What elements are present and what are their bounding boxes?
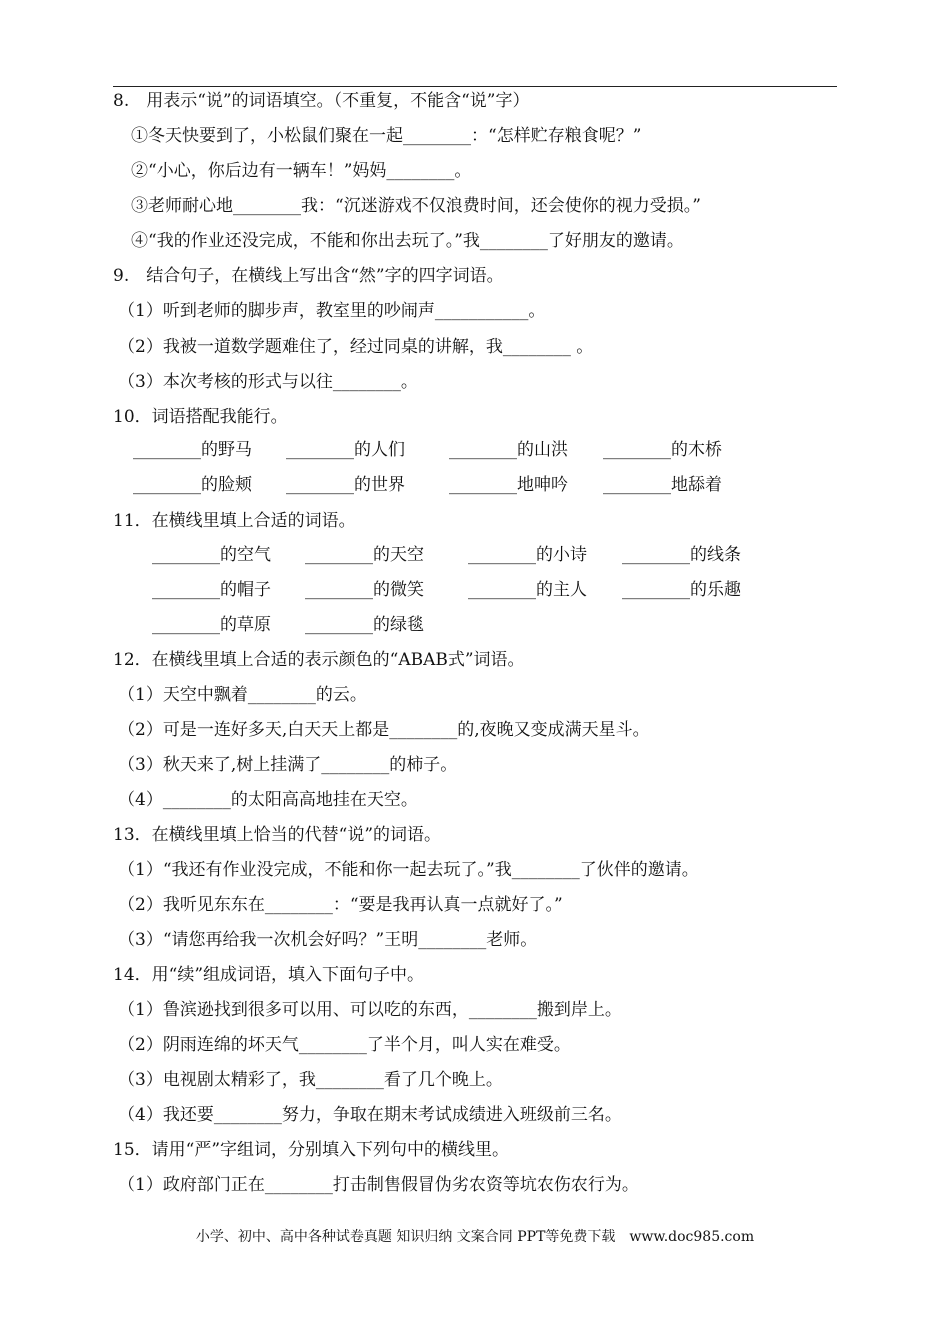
q11-heading: 11．在横线里填上合适的词语。 — [113, 511, 356, 531]
q8-heading: 8. 用表示“说”的词语填空。（不重复，不能含“说”字） — [113, 91, 530, 111]
q8-item-1: ①冬天快要到了，小松鼠们聚在一起________：“怎样贮存粮食呢？” — [131, 126, 642, 146]
q12-item-4: （4）________的太阳高高地挂在天空。 — [118, 790, 418, 810]
q12-item-2: （2）可是一连好多天,白天天上都是________的,夜晚又变成满天星斗。 — [118, 720, 650, 740]
q13-item-1: （1）“我还有作业没完成，不能和你一起去玩了。”我________了伙伴的邀请。 — [118, 860, 699, 880]
q11-cell: ________的帽子 — [152, 580, 271, 600]
q10-cell: ________的野马 — [133, 440, 252, 460]
q10-cell: ________的山洪 — [449, 440, 568, 460]
q11-cell: ________的小诗 — [468, 545, 587, 565]
header-rule — [113, 86, 837, 87]
q11-cell: ________的乐趣 — [622, 580, 741, 600]
q11-cell: ________的线条 — [622, 545, 741, 565]
q12-heading: 12．在横线里填上合适的表示颜色的“ABAB式”词语。 — [113, 650, 525, 670]
q11-cell: ________的主人 — [468, 580, 587, 600]
page-footer: 小学、初中、高中各种试卷真题 知识归纳 文案合同 PPT等免费下载 www.doc985.com — [195, 1229, 755, 1245]
q14-item-2: （2）阴雨连绵的坏天气________了半个月，叫人实在难受。 — [118, 1035, 571, 1055]
q9-item-2: （2）我被一道数学题难住了，经过同桌的讲解，我________ 。 — [118, 337, 594, 357]
q14-heading: 14．用“续”组成词语，填入下面句子中。 — [113, 965, 425, 985]
q11-cell: ________的绿毯 — [305, 615, 424, 635]
q8-item-2: ②“小心，你后边有一辆车！”妈妈________。 — [131, 161, 472, 181]
q11-row — [152, 579, 741, 601]
q15-heading: 15．请用“严”字组词，分别填入下列句中的横线里。 — [113, 1140, 510, 1160]
q10-heading: 10．词语搭配我能行。 — [113, 407, 288, 427]
q10-row — [133, 439, 722, 461]
q9-item-3: （3）本次考核的形式与以往________。 — [118, 372, 418, 392]
q11-row — [152, 544, 741, 566]
q10-cell: ________的脸颊 — [133, 475, 252, 495]
q13-item-3: （3）“请您再给我一次机会好吗？”王明________老师。 — [118, 930, 538, 950]
q11-cell: ________的空气 — [152, 545, 271, 565]
q11-cell: ________的微笑 — [305, 580, 424, 600]
q10-cell: ________地舔着 — [603, 475, 722, 495]
q11-cell: ________的天空 — [305, 545, 424, 565]
q15-item-1: （1）政府部门正在________打击制售假冒伪劣农资等坑农伤农行为。 — [118, 1175, 639, 1195]
q14-item-1: （1）鲁滨逊找到很多可以用、可以吃的东西，________搬到岸上。 — [118, 1000, 622, 1020]
q11-cell: ________的草原 — [152, 615, 271, 635]
q11-row — [152, 614, 424, 636]
q12-item-3: （3）秋天来了,树上挂满了________的柿子。 — [118, 755, 458, 775]
q10-cell: ________地呻吟 — [449, 475, 568, 495]
q10-cell: ________的世界 — [286, 475, 405, 495]
q9-heading: 9. 结合句子，在横线上写出含“然”字的四字词语。 — [113, 266, 504, 286]
q9-item-1: （1）听到老师的脚步声，教室里的吵闹声___________。 — [118, 301, 546, 321]
q13-item-2: （2）我听见东东在________：“要是我再认真一点就好了。” — [118, 895, 563, 915]
q8-item-4: ④“我的作业还没完成，不能和你出去玩了。”我________了好朋友的邀请。 — [131, 231, 684, 251]
q10-row — [133, 474, 722, 496]
q8-item-3: ③老师耐心地________我：“沉迷游戏不仅浪费时间，还会使你的视力受损。” — [131, 196, 701, 216]
q10-cell: ________的人们 — [286, 440, 405, 460]
q14-item-3: （3）电视剧太精彩了，我________看了几个晚上。 — [118, 1070, 503, 1090]
q10-cell: ________的木桥 — [603, 440, 722, 460]
q13-heading: 13．在横线里填上恰当的代替“说”的词语。 — [113, 825, 442, 845]
q12-item-1: （1）天空中飘着________的云。 — [118, 685, 367, 705]
q14-item-4: （4）我还要________努力，争取在期末考试成绩进入班级前三名。 — [118, 1105, 622, 1125]
